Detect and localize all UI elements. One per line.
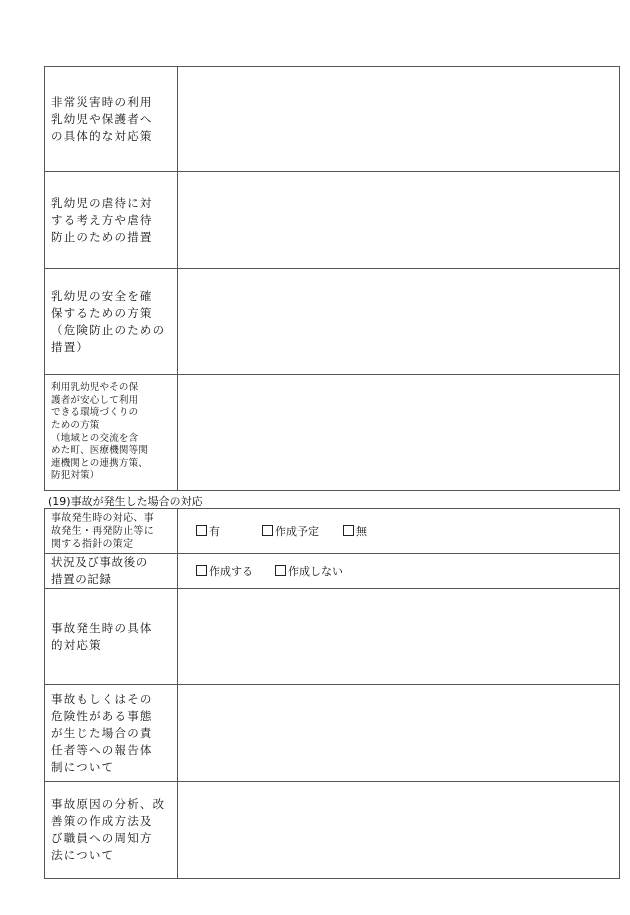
table-row	[45, 269, 620, 375]
row-label	[45, 554, 178, 589]
label-environment-measures: 利用乳幼児やその保 護者が安心して利用 できる環境づくりの ための方策 （地域との交流を含 めた町、医療機関等関 連機関との連携方策、 防犯対策）	[51, 382, 149, 482]
content-cell	[178, 509, 620, 554]
row-label	[45, 589, 178, 685]
option-not-create[interactable]: 作成しない	[275, 563, 343, 579]
option-no[interactable]: 無	[343, 523, 367, 539]
checkbox-icon[interactable]	[343, 525, 354, 536]
section-title: (19)事故が発生した場合の対応	[48, 495, 203, 508]
label-safety-measures: 乳幼児の安全を確 保するための方策 （危険防止のための 措置）	[51, 288, 166, 354]
label-cause-analysis: 事故原因の分析、改 善策の作成方法及 び職員への周知方 法について	[51, 797, 166, 862]
table-row	[45, 375, 620, 491]
option-yes[interactable]: 有	[196, 523, 220, 539]
content-cell	[178, 782, 620, 879]
label-accident-guideline: 事故発生時の対応、事 故発生・再発防止等に 関する指針の策定	[51, 512, 154, 550]
table-row	[45, 685, 620, 782]
content-cell	[178, 172, 620, 269]
content-cell	[178, 269, 620, 375]
option-planned[interactable]: 作成予定	[262, 523, 319, 539]
row-label	[45, 509, 178, 554]
table-row	[45, 589, 620, 685]
table-row	[45, 782, 620, 879]
label-reporting-system: 事故もしくはその 危険性がある事態 が生じた場合の責 任者等への報告体 制について	[51, 691, 153, 774]
row-label	[45, 172, 178, 269]
content-cell	[178, 589, 620, 685]
checkbox-icon[interactable]	[262, 525, 273, 536]
label-abuse-prevention: 乳幼児の虐待に対 する考え方や虐待 防止のための措置	[51, 195, 153, 244]
table-row	[45, 509, 620, 554]
content-cell	[178, 554, 620, 589]
label-accident-measures: 事故発生時の具体 的対応策	[51, 620, 153, 652]
label-disaster-response: 非常災害時の利用 乳幼児や保護者へ の具体的な対応策	[51, 94, 153, 143]
table-accident-response	[44, 508, 620, 879]
checkbox-icon[interactable]	[275, 565, 286, 576]
content-cell	[178, 375, 620, 491]
row-label	[45, 375, 178, 491]
row-label	[45, 782, 178, 879]
table-row	[45, 172, 620, 269]
content-cell	[178, 685, 620, 782]
label-accident-record: 状況及び事故後の 措置の記録	[51, 555, 148, 586]
content-cell	[178, 67, 620, 172]
option-create[interactable]: 作成する	[196, 563, 253, 579]
table-row	[45, 554, 620, 589]
row-label	[45, 685, 178, 782]
table-row	[45, 67, 620, 172]
row-label	[45, 269, 178, 375]
checkbox-icon[interactable]	[196, 565, 207, 576]
row-label	[45, 67, 178, 172]
checkbox-icon[interactable]	[196, 525, 207, 536]
table-facility-measures	[44, 66, 620, 491]
